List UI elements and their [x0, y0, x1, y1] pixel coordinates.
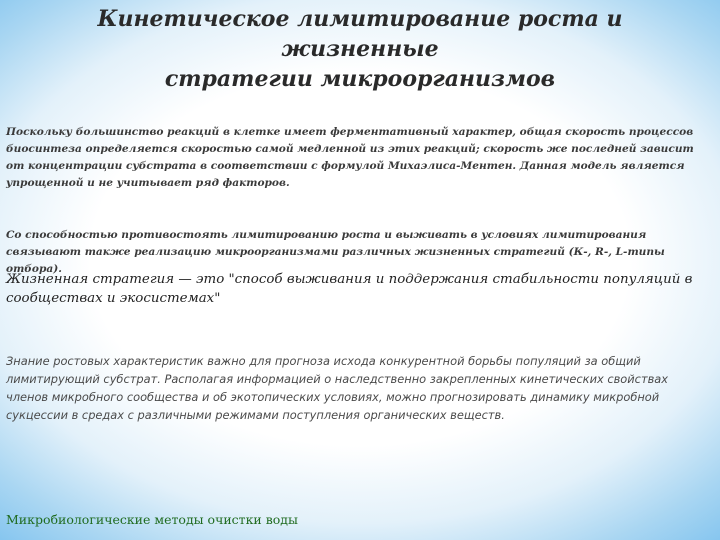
title-line-2: стратегии микроорганизмов	[164, 66, 556, 92]
slide-title	[40, 4, 680, 94]
title-line-1: Кинетическое лимитирование роста и жизненные	[97, 6, 623, 62]
paragraph-growth-characteristics: Знание ростовых характеристик важно для прогноза исхода конкурентной борьбы популяций за общий лимитирующий субстрат. Располагая информацией о наследственно закрепленных кинетических свойствах членов микробного сообщества и об экотопических условиях, можно прогнозировать динамику микробной сукцессии в средах с различными режимами поступления органических веществ.	[6, 354, 669, 422]
paragraph-life-strategies: Со способностью противостоять лимитированию роста и выживать в условиях лимитирования связывают также реализацию микроорганизмами различных жизненных стратегий (К-, R-, L-типы отбора).	[6, 229, 665, 275]
paragraph-kinetics: Поскольку большинство реакций в клетке имеет ферментативный характер, общая скорость процессов биосинтеза определяется скоростью самой медленной из этих реакций; скорость же последней зависит от концентрации субстрата в соответствии с формулой Михаэлиса-Ментен. Данная модель является упрощенной и не учитывает ряд факторов.	[6, 126, 694, 189]
footer-caption: Микробиологические методы очистки воды	[6, 512, 298, 527]
paragraph-strategy-definition: Жизненная стратегия — это "способ выживания и поддержания стабильности популяций в сообществах и экосистемах"	[6, 272, 693, 306]
